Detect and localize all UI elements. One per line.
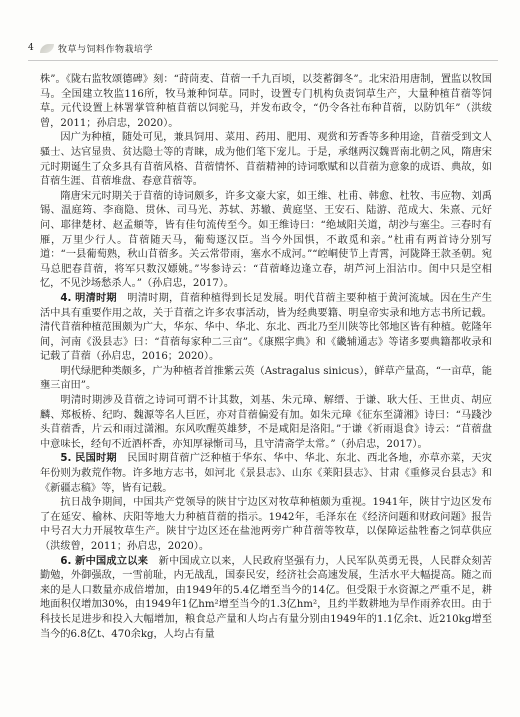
page-number: 4 (28, 43, 34, 53)
paragraph (40, 555, 492, 643)
paragraph (40, 452, 492, 496)
body-text (40, 73, 492, 642)
section-heading: 5. 民国时期 (60, 453, 128, 465)
section-heading: 6. 新中国成立以来 (60, 555, 159, 567)
paragraph (40, 496, 492, 554)
paragraph-text: 新中国成立以来，人民政府坚强有力，人民军队英勇无畏，人民群众刻苦勤勉，外御强敌，一雪前耻，内无战乱，国泰民安，经济社会高速发展，生活水平大幅提高。随之而来的是人口数量亦成倍增加，由1949年的5.4亿增至当今的14亿。但受限于水资源之严重不足，耕地面积仅增加30%，由1949年1亿hm²增至当今的1.3亿hm²，且约半数耕地为旱作雨养农田。由于科技长足进步和投入大幅增加，粮食总产量和人均占有量分别由1949年的1.1亿余t、近210kg增至当今的6.8亿t、470余kg，人均占有量 (40, 555, 492, 640)
paragraph (40, 190, 492, 292)
paragraph-text: 因广为种植，随处可见，兼具饲用、菜用、药用、肥用、观赏和芳香等多种用途，苜蓿受到文人骚士、达官显贵、贫达隐士等的青睐，成为他们笔下宠儿。于是，承继两汉魏晋南北朝之风，隋唐宋元时期诞生了众多具有苜蓿风格、苜蓿情怀、苜蓿精神的诗词歌赋和以苜蓿为意象的成语、典故，如苜蓿生涯、苜蓿堆盘、春意苜蓿等。 (40, 132, 492, 188)
paragraph-text: 明清时期，苜蓿种植得到长足发展。明代苜蓿主要种植于黄河流域。因在生产生活中具有重要作用之故，关于苜蓿之许多农事活动，皆为经典要籍、明皇帝实录和地方志书所记载。清代苜蓿种植范围颇为广大，华东、华中、华北、东北、西北乃至川陕等比邻地区皆有种植。乾隆年间，河南《汲县志》曰：“苜蓿每家种二三亩”。《康熙字典》和《畿辅通志》等诸多要典籍都收录和记载了苜蓿（孙启忠，2016；2020）。 (40, 292, 492, 363)
paragraph-text: 抗日战争期间，中国共产党领导的陕甘宁边区对牧草种植颇为重视。1941年，陕甘宁边区发布了在延安、榆林、庆阳等地大力种植苜蓿的指示。1942年，毛泽东在《经济问题和财政问题》报告中号召大力开展牧草生产。陕甘宁边区还在盐池两旁广种苜蓿等牧草，以保障运盐牲畜之饲草供应（洪绂曾，2011；孙启忠，2020）。 (40, 497, 492, 552)
header-rule (28, 60, 498, 61)
paragraph-text: 明清时期涉及苜蓿之诗词可谓不计其数，刘基、朱元璋、解缙、于谦、耿大任、王世贞、胡应麟、郑板桥、纪昀、魏源等名人巨匠，亦对苜蓿偏爱有加。如朱元璋《征东至潇湘》诗曰：“马踐沙头苜蓿香，片云和雨过潇湘。东风吹醒英雄梦，不是咸阳是洛阳。”于谦《祈雨退食》诗云：“苜蓿盘中意味长，经旬不近酒杯香，亦知厚禄惭司马，且守清斋学太常。”（孙启忠，2017）。 (40, 395, 492, 450)
leaf-ornament-icon (40, 44, 54, 53)
paragraph (40, 131, 492, 189)
paragraph-text: 隋唐宋元时期关于苜蓿的诗词颇多，许多文豪大家，如王维、杜甫、韩愈、杜牧、韦应物、刘禹锡、温庭筠、李商隐、贯休、司马光、苏轼、苏辙、黄庭坚、王安石、陆游、范成大、朱熹、元好问、耶律楚材、赵孟頫等，皆有佳句流传至今。如王维诗曰：“绝域阳关道，胡沙与塞尘。三春时有雁，万里少行人。苜蓿随天马，葡萄逐汉臣。当今外国惧，不敢觅和亲。”杜甫有两首诗分别写道：“一县葡萄熟，秋山苜蓿多。关云常带雨，塞水不成河。”“崆峒使节上青霄，河陇降王款圣朝。宛马总肥春苜蓿，将军只数汉嫖姚。”岑参诗云：“苜蓿峰边逢立春，胡芦河上泪沾巾。闺中只是空相忆，不见沙场愁杀人。”（孙启忠，2017）。 (40, 190, 492, 290)
page-header (28, 38, 498, 58)
paragraph (40, 394, 492, 452)
section-heading: 4. 明清时期 (60, 292, 128, 304)
paragraph-text: 明代绿肥种类颇多，广为种植者首推紫云英（Astragalus sinicus），鲜草产量高，“一亩草，能壅三亩田”。 (40, 365, 492, 392)
paragraph-text: 株”。《陇右监牧颂德碑》刻：“莳茼麦、苜蓿一千九百顷，以茭蓄御冬”。北宋沿用唐制，置监以牧国马。全国建立牧监116所，牧马兼种饲草。同时，设置专门机构负责饲草生产，大量种植苜蓿等饲草。元代设置上林署掌管种植苜蓿以饲驼马，并发布政令，“仍令各社布种苜蓿，以防饥年”（洪绂曾，2011；孙启忠，2020）。 (40, 74, 492, 129)
paragraph-text: 民国时期苜蓿广泛种植于华东、华中、华北、东北、西北各地，亦草亦菜，天灾年份则为救荒作物。许多地方志书，如河北《景县志》、山东《莱阳县志》、甘肃《重修灵台县志》和《新疆志稿》等，皆有记载。 (40, 453, 492, 494)
running-title: 牧草与饲料作物栽培学 (58, 44, 154, 55)
paragraph (40, 292, 492, 365)
paragraph (40, 73, 492, 131)
paragraph (40, 365, 492, 394)
